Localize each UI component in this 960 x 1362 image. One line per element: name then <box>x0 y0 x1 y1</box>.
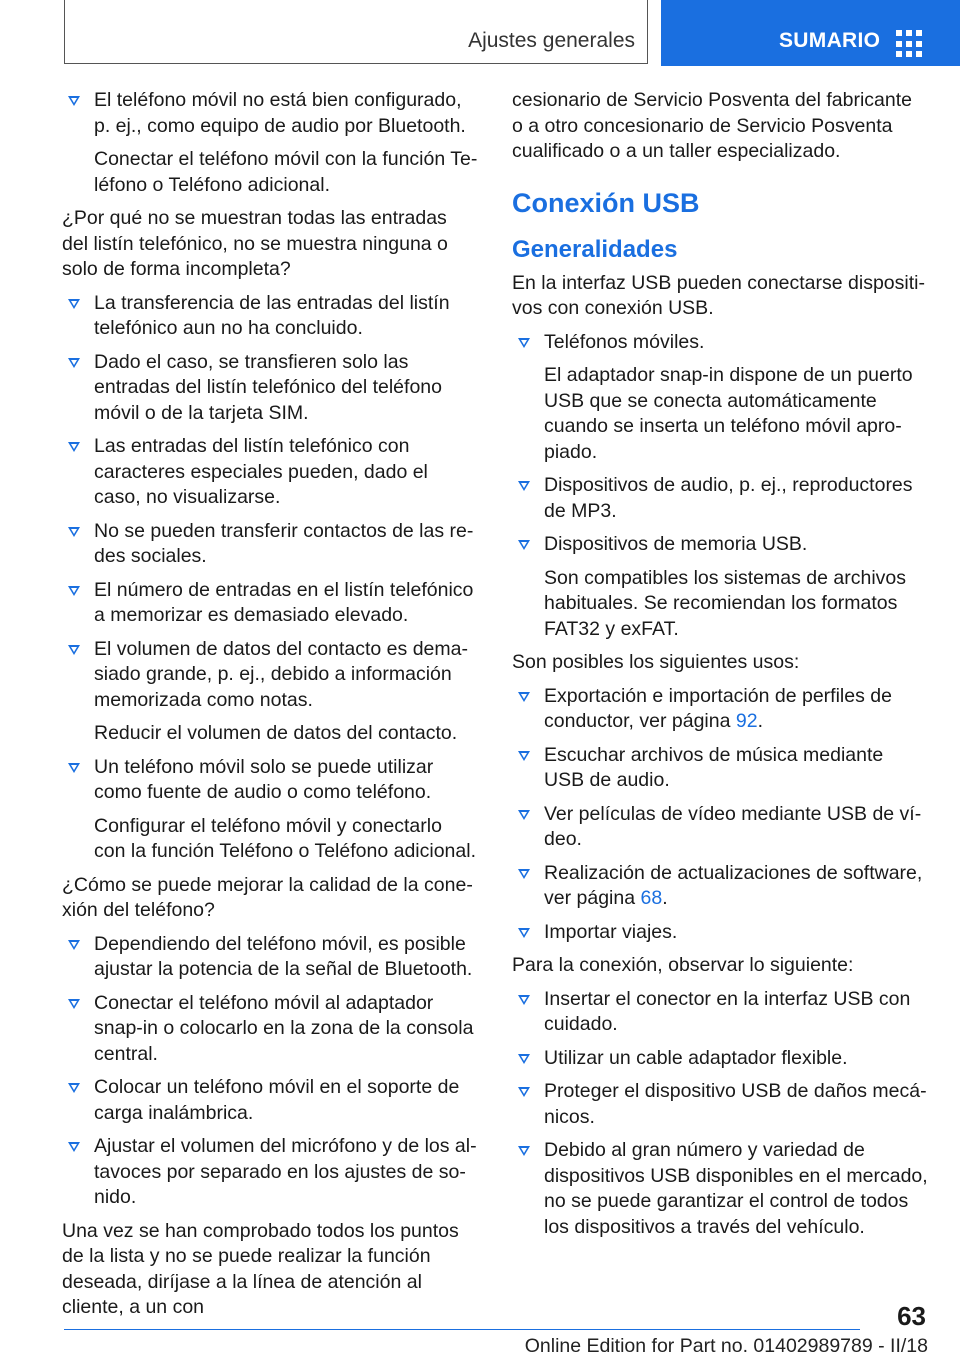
list-item-detail <box>512 363 928 465</box>
item-text: Insertar el conector en la interfaz USB con cuidado. <box>544 987 911 1035</box>
list-item-detail <box>62 147 478 198</box>
section-heading: Conexión USB <box>512 187 700 218</box>
list-item <box>62 1134 478 1211</box>
paragraph <box>62 1219 478 1321</box>
list-item <box>62 578 478 629</box>
subsection-heading: Generalidades <box>512 235 678 263</box>
triangle-bullet-icon <box>68 442 80 452</box>
sumario-button[interactable] <box>661 0 960 66</box>
sumario-label: SUMARIO <box>779 29 881 52</box>
list-item-detail <box>512 566 928 643</box>
triangle-bullet-icon <box>518 692 530 702</box>
item-text: Teléfonos móviles. <box>544 330 705 353</box>
item-text-after: . <box>662 887 668 909</box>
list-item <box>512 684 928 735</box>
item-text: Para la conexión, observar lo siguiente: <box>512 954 854 976</box>
item-text: Las entradas del listín telefónico con caracteres especiales pueden, dado el caso, no visualizarse. <box>94 435 428 508</box>
item-text: Conectar el teléfono móvil al adaptador snap-in o colocarlo en la zona de la consola central. <box>94 991 474 1065</box>
right-items-list <box>512 330 928 1241</box>
item-text: Ajustar el volumen del micrófono y de los altavoces por separado en los ajustes de sonido. <box>94 1135 477 1208</box>
triangle-bullet-icon <box>68 358 80 368</box>
item-text: El teléfono móvil no está bien configurado, p. ej., como equipo de audio por Bluetooth. <box>94 89 466 137</box>
triangle-bullet-icon <box>68 1142 80 1152</box>
triangle-bullet-icon <box>518 869 530 879</box>
triangle-bullet-icon <box>68 999 80 1009</box>
list-item <box>62 291 478 342</box>
item-text: El adaptador snap-in dispone de un puerto USB que se conecta automáticamente cuando se inserta un teléfono móvil apropiado. <box>544 364 913 463</box>
grid-menu-icon <box>896 30 924 58</box>
triangle-bullet-icon <box>518 928 530 938</box>
item-text: Importar viajes. <box>544 920 678 943</box>
item-text: La transferencia de las entradas del listín telefónico aun no ha concluido. <box>94 291 450 339</box>
intro-paragraph: En la interfaz USB pueden conectarse dispositivos con conexión USB. <box>512 271 925 319</box>
item-text: Dispositivos de memoria USB. <box>544 533 808 555</box>
item-text: Son posibles los siguientes usos: <box>512 651 800 673</box>
list-item <box>512 473 928 524</box>
list-item <box>512 861 928 912</box>
item-text: El número de entradas en el listín telefónico a memorizar es demasiado elevado. <box>94 578 474 626</box>
list-item <box>512 802 928 853</box>
list-item <box>512 330 928 356</box>
triangle-bullet-icon <box>68 96 80 106</box>
item-text: Reducir el volumen de datos del contacto. <box>94 722 458 744</box>
item-text: ¿Cómo se puede mejorar la calidad de la conexión del teléfono? <box>62 873 473 921</box>
list-item <box>62 932 478 983</box>
header-section-box <box>64 0 648 64</box>
list-item <box>512 743 928 794</box>
triangle-bullet-icon <box>68 527 80 537</box>
triangle-bullet-icon <box>518 1054 530 1064</box>
section-title: Ajustes generales <box>468 29 635 52</box>
list-item <box>62 350 478 427</box>
triangle-bullet-icon <box>518 338 530 348</box>
item-text: Colocar un teléfono móvil en el soporte de carga inalámbrica. <box>94 1076 460 1124</box>
list-item <box>62 519 478 570</box>
list-item <box>512 920 928 946</box>
item-text: Dispositivos de audio, p. ej., reproductores de MP3. <box>544 474 913 522</box>
list-item <box>62 434 478 511</box>
item-text: Conectar el teléfono móvil con la función Teléfono o Teléfono adicional. <box>94 148 478 196</box>
item-text: Configurar el teléfono móvil y conectarlo con la función Teléfono o Teléfono adicional. <box>94 814 476 862</box>
triangle-bullet-icon <box>518 1146 530 1156</box>
left-column <box>62 88 478 1329</box>
paragraph <box>512 953 928 979</box>
paragraph <box>62 206 478 283</box>
item-text: Dependiendo del teléfono móvil, es posible ajustar la potencia de la señal de Bluetooth. <box>94 932 473 980</box>
triangle-bullet-icon <box>68 645 80 655</box>
list-item <box>62 755 478 806</box>
item-text: Ver películas de vídeo mediante USB de vídeo. <box>544 802 922 850</box>
list-item <box>512 987 928 1038</box>
triangle-bullet-icon <box>68 940 80 950</box>
triangle-bullet-icon <box>68 586 80 596</box>
paragraph <box>62 873 478 924</box>
item-text: Debido al gran número y variedad de dispositivos USB disponibles en el mercado, no se puede garantizar el control de todos los dispositivos a través del vehículo. <box>544 1139 928 1238</box>
paragraph <box>512 650 928 676</box>
list-item <box>512 1138 928 1240</box>
item-text: El volumen de datos del contacto es demasiado grande, p. ej., debido a información memorizada como notas. <box>94 637 468 711</box>
triangle-bullet-icon <box>518 540 530 550</box>
list-item <box>512 532 928 558</box>
triangle-bullet-icon <box>68 299 80 309</box>
list-item <box>62 88 478 139</box>
list-item <box>62 637 478 714</box>
item-text: Utilizar un cable adaptador flexible. <box>544 1046 848 1069</box>
footer-rule <box>64 1329 860 1330</box>
right-column <box>512 88 928 1248</box>
triangle-bullet-icon <box>518 481 530 491</box>
triangle-bullet-icon <box>518 995 530 1005</box>
list-item <box>512 1079 928 1130</box>
page-number: 63 <box>897 1301 926 1331</box>
item-text-after: . <box>757 710 764 732</box>
list-item <box>62 991 478 1068</box>
item-text: Exportación e importación de perfiles de conductor, ver página <box>544 684 892 732</box>
continuation-paragraph: cesionario de Servicio Posventa del fabricante o a otro concesionario de Servicio Posventa cualificado o a un taller especializado. <box>512 89 912 162</box>
page-link[interactable]: 68 <box>640 887 663 909</box>
triangle-bullet-icon <box>518 751 530 761</box>
item-text: Una vez se han comprobado todos los puntos de la lista y no se puede realizar la función deseada, diríjase a la línea de atención al cliente, a un con <box>62 1219 459 1318</box>
item-text: Escuchar archivos de música mediante USB de audio. <box>544 743 884 791</box>
list-item <box>512 1046 928 1072</box>
page-link[interactable]: 92 <box>735 710 758 732</box>
item-text: Son compatibles los sistemas de archivos habituales. Se recomiendan los formatos FAT32 y exFAT. <box>544 566 906 640</box>
item-text: Dado el caso, se transfieren solo las entradas del listín telefónico del teléfono móvil o de la tarjeta SIM. <box>94 350 442 424</box>
item-text: No se pueden transferir contactos de las redes sociales. <box>94 519 474 567</box>
list-item <box>62 1075 478 1126</box>
edition-note: Online Edition for Part no. 01402989789 - II/18 <box>524 1335 928 1357</box>
list-item-detail <box>62 814 478 865</box>
item-text: Un teléfono móvil solo se puede utilizar como fuente de audio o como teléfono. <box>94 755 434 803</box>
list-item-detail <box>62 721 478 747</box>
item-text: Proteger el dispositivo USB de daños mecánicos. <box>544 1080 927 1128</box>
item-text: Realización de actualizaciones de software, ver página <box>544 861 923 909</box>
item-text: ¿Por qué no se muestran todas las entradas del listín telefónico, no se muestra ninguna o solo de forma incompleta? <box>62 207 448 280</box>
triangle-bullet-icon <box>518 1087 530 1097</box>
triangle-bullet-icon <box>68 1083 80 1093</box>
triangle-bullet-icon <box>518 810 530 820</box>
triangle-bullet-icon <box>68 763 80 773</box>
